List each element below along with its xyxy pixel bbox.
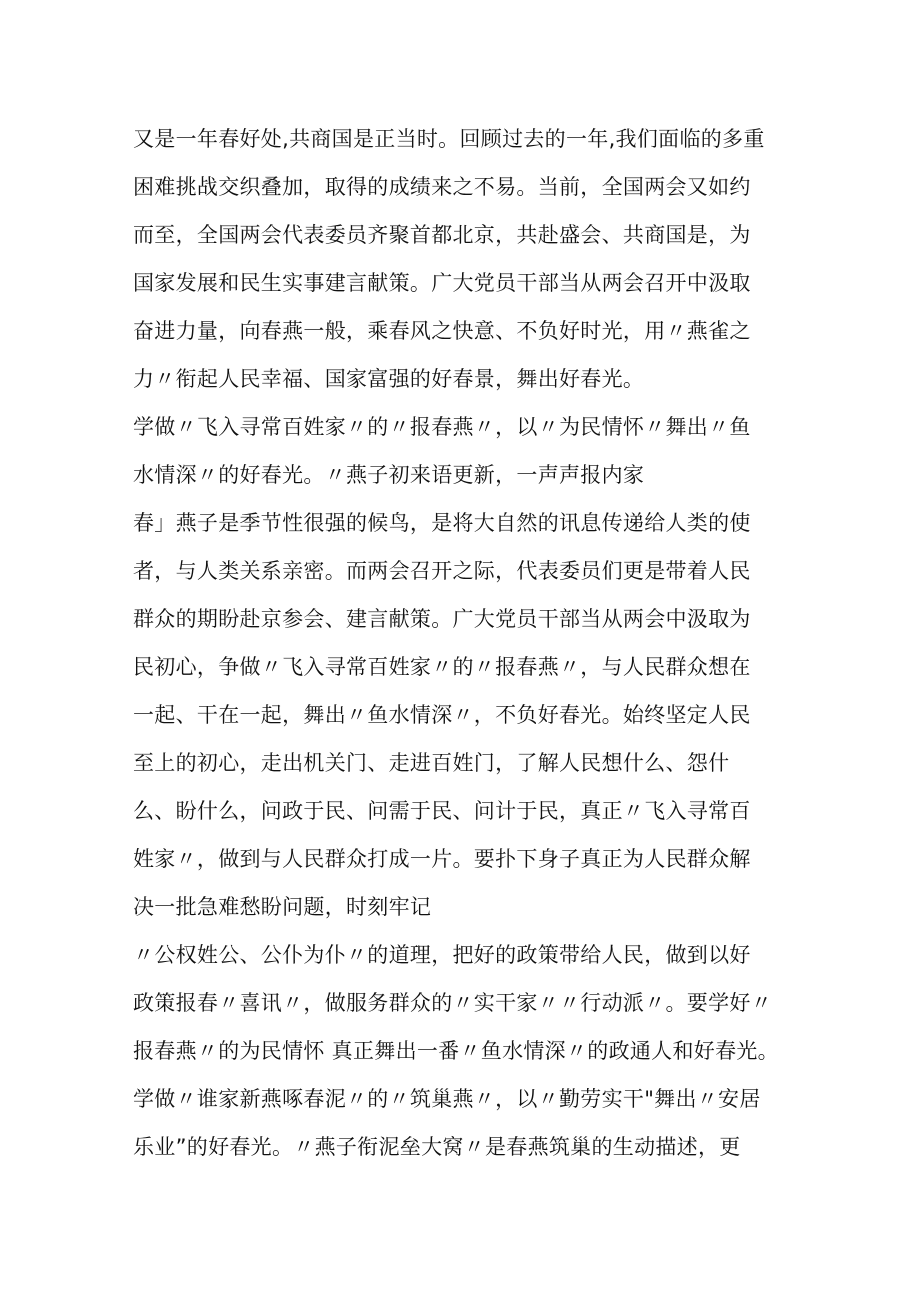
paragraph-line: 又是一年春好处,共商国是正当时。回顾过去的一年,我们面临的多重 xyxy=(133,127,765,151)
paragraph-line: 而至，全国两会代表委员齐聚首都北京，共赴盛会、共商国是，为 xyxy=(133,223,751,247)
paragraph-line: 么、盼什么，问政于民、问需于民、问计于民，真正〃飞入寻常百 xyxy=(133,799,751,823)
paragraph-line: 困难挑战交织叠加，取得的成绩来之不易。当前，全国两会又如约 xyxy=(133,175,751,199)
paragraph-line: 姓家〃，做到与人民群众打成一片。要扑下身子真正为人民群众解 xyxy=(133,847,751,871)
section-heading-line: 学做〃飞入寻常百姓家〃的〃报春燕〃，以〃为民情怀〃舞出〃鱼 xyxy=(133,415,751,439)
paragraph-line: 力〃衔起人民幸福、国家富强的好春景，舞出好春光。 xyxy=(133,367,645,391)
paragraph-line: 者，与人类关系亲密。而两会召开之际，代表委员们更是带着人民 xyxy=(133,559,751,583)
paragraph-line: 报春燕〃的为民情怀 真正舞出一番〃鱼水情深〃的政通人和好春光。 xyxy=(133,1039,779,1063)
section-heading-line: 学做〃谁家新燕啄春泥〃的〃筑巢燕〃，以〃勤劳实干"舞出〃安居 xyxy=(133,1087,761,1111)
paragraph-line: 决一批急难愁盼问题，时刻牢记 xyxy=(133,895,432,919)
paragraph-line: 春」燕子是季节性很强的候鸟，是将大自然的讯息传递给人类的使 xyxy=(133,511,751,535)
paragraph-line: 〃公权姓公、公仆为仆〃的道理，把好的政策带给人民，做到以好 xyxy=(133,943,751,967)
paragraph-line: 一起、干在一起，舞出〃鱼水情深〃，不负好春光。始终坚定人民 xyxy=(133,703,751,727)
paragraph-line: 政策报春〃喜讯〃，做服务群众的〃实干家〃〃行动派〃。要学好〃 xyxy=(133,991,772,1015)
paragraph-line: 民初心，争做〃飞入寻常百姓家〃的〃报春燕〃，与人民群众想在 xyxy=(133,655,751,679)
paragraph-line: 国家发展和民生实事建言献策。广大党员干部当从两会召开中汲取 xyxy=(133,271,751,295)
paragraph-line: 至上的初心，走出机关门、走进百姓门，了解人民想什么、怨什 xyxy=(133,751,730,775)
section-heading-line: 乐业”的好春光。〃燕子衔泥垒大窝〃是春燕筑巢的生动描述，更 xyxy=(133,1135,741,1159)
section-heading-line: 水情深〃的好春光。〃燕子初来语更新，一声声报内家 xyxy=(133,463,645,487)
paragraph-line: 奋进力量，向春燕一般，乘春风之快意、不负好时光，用〃燕雀之 xyxy=(133,319,751,343)
paragraph-line: 群众的期盼赴京参会、建言献策。广大党员干部当从两会中汲取为 xyxy=(133,607,751,631)
